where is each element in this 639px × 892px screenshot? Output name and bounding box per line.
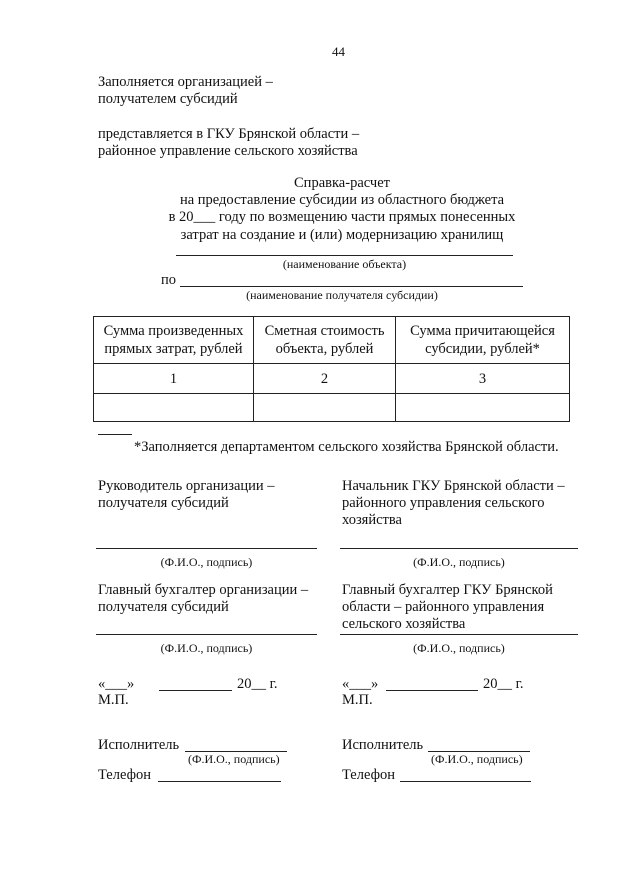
right-accountant-line3: сельского хозяйства: [342, 616, 466, 632]
left-date-open: «___»: [98, 676, 135, 692]
left-phone-label: Телефон: [98, 767, 151, 783]
filled-by-line1: Заполняется организацией –: [98, 74, 273, 90]
header-subsidy-amount-l1: Сумма причитающейся: [410, 323, 555, 339]
column-number-3: 3: [396, 364, 570, 394]
recipient-name-line: [180, 286, 523, 287]
table-header-row: [94, 317, 570, 364]
right-phone-label: Телефон: [342, 767, 395, 783]
cell-direct-costs[interactable]: [94, 394, 254, 422]
right-accountant-signature-line: [340, 634, 578, 635]
left-accountant-line1: Главный бухгалтер организации –: [98, 582, 309, 598]
object-name-caption: (наименование объекта): [282, 257, 407, 271]
header-estimated-cost-l1: Сметная стоимость: [264, 323, 385, 339]
title-line1: Справка-расчет: [294, 175, 390, 191]
right-executor-label: Исполнитель: [342, 737, 424, 753]
right-head-signature-line: [340, 548, 578, 549]
left-head-fio-caption: (Ф.И.О., подпись): [160, 555, 253, 569]
table-number-row: [94, 364, 570, 394]
page-number: 44: [332, 44, 345, 59]
header-subsidy-amount-l2: субсидии, рублей*: [425, 341, 540, 357]
filled-by-line2: получателем субсидий: [98, 91, 238, 107]
column-number-2: 2: [254, 364, 396, 394]
left-executor-fio-caption: (Ф.И.О., подпись): [188, 752, 280, 766]
recipient-caption: (наименование получателя субсидии): [246, 288, 438, 302]
left-phone-line[interactable]: [158, 781, 281, 782]
column-number-1: 1: [94, 364, 254, 394]
left-date-year: 20__ г.: [237, 676, 278, 692]
footnote: *Заполняется департаментом сельского хозяйства Брянской области.: [134, 439, 559, 455]
right-head-fio-caption: (Ф.И.О., подпись): [413, 555, 505, 569]
right-date-year: 20__ г.: [483, 676, 524, 692]
cell-estimated-cost[interactable]: [254, 394, 396, 422]
calculation-table: [93, 316, 570, 422]
right-accountant-line1: Главный бухгалтер ГКУ Брянской: [342, 582, 553, 598]
right-head-line1: Начальник ГКУ Брянской области –: [342, 478, 565, 494]
title-line3: в 20___ году по возмещению части прямых понесенных: [168, 209, 516, 225]
recipient-prefix: по: [161, 272, 177, 288]
right-phone-line[interactable]: [400, 781, 531, 782]
left-accountant-fio-caption: (Ф.И.О., подпись): [160, 641, 253, 655]
title-line2: на предоставление субсидии из областного бюджета: [179, 192, 505, 208]
object-name-line: [176, 255, 513, 256]
right-date-month-line[interactable]: [386, 690, 478, 691]
left-date-month-line[interactable]: [159, 690, 232, 691]
cell-subsidy-amount[interactable]: [396, 394, 570, 422]
header-subsidy-amount: [396, 317, 570, 364]
submitted-to-line1: представляется в ГКУ Брянской области –: [98, 126, 360, 142]
right-accountant-line2: области – районного управления: [342, 599, 545, 615]
submitted-to-line2: районное управление сельского хозяйства: [98, 143, 358, 159]
right-stamp: М.П.: [342, 692, 373, 708]
header-direct-costs: [94, 317, 254, 364]
header-estimated-cost: [254, 317, 396, 364]
title-line4: затрат на создание и (или) модернизацию хранилищ: [180, 227, 504, 243]
left-head-line2: получателя субсидий: [98, 495, 229, 511]
right-date-open: «___»: [342, 676, 379, 692]
right-head-line2: районного управления сельского: [342, 495, 545, 511]
header-direct-costs-l2: прямых затрат, рублей: [104, 341, 243, 357]
footnote-divider: [98, 434, 132, 435]
right-head-line3: хозяйства: [342, 512, 402, 528]
left-head-signature-line: [96, 548, 317, 549]
header-direct-costs-l1: Сумма произведенных: [103, 323, 244, 339]
left-accountant-line2: получателя субсидий: [98, 599, 229, 615]
left-accountant-signature-line: [96, 634, 317, 635]
right-executor-fio-caption: (Ф.И.О., подпись): [431, 752, 523, 766]
right-accountant-fio-caption: (Ф.И.О., подпись): [413, 641, 505, 655]
header-estimated-cost-l2: объекта, рублей: [275, 341, 374, 357]
table-row: [94, 394, 570, 422]
left-stamp: М.П.: [98, 692, 129, 708]
left-head-line1: Руководитель организации –: [98, 478, 275, 494]
left-executor-label: Исполнитель: [98, 737, 180, 753]
